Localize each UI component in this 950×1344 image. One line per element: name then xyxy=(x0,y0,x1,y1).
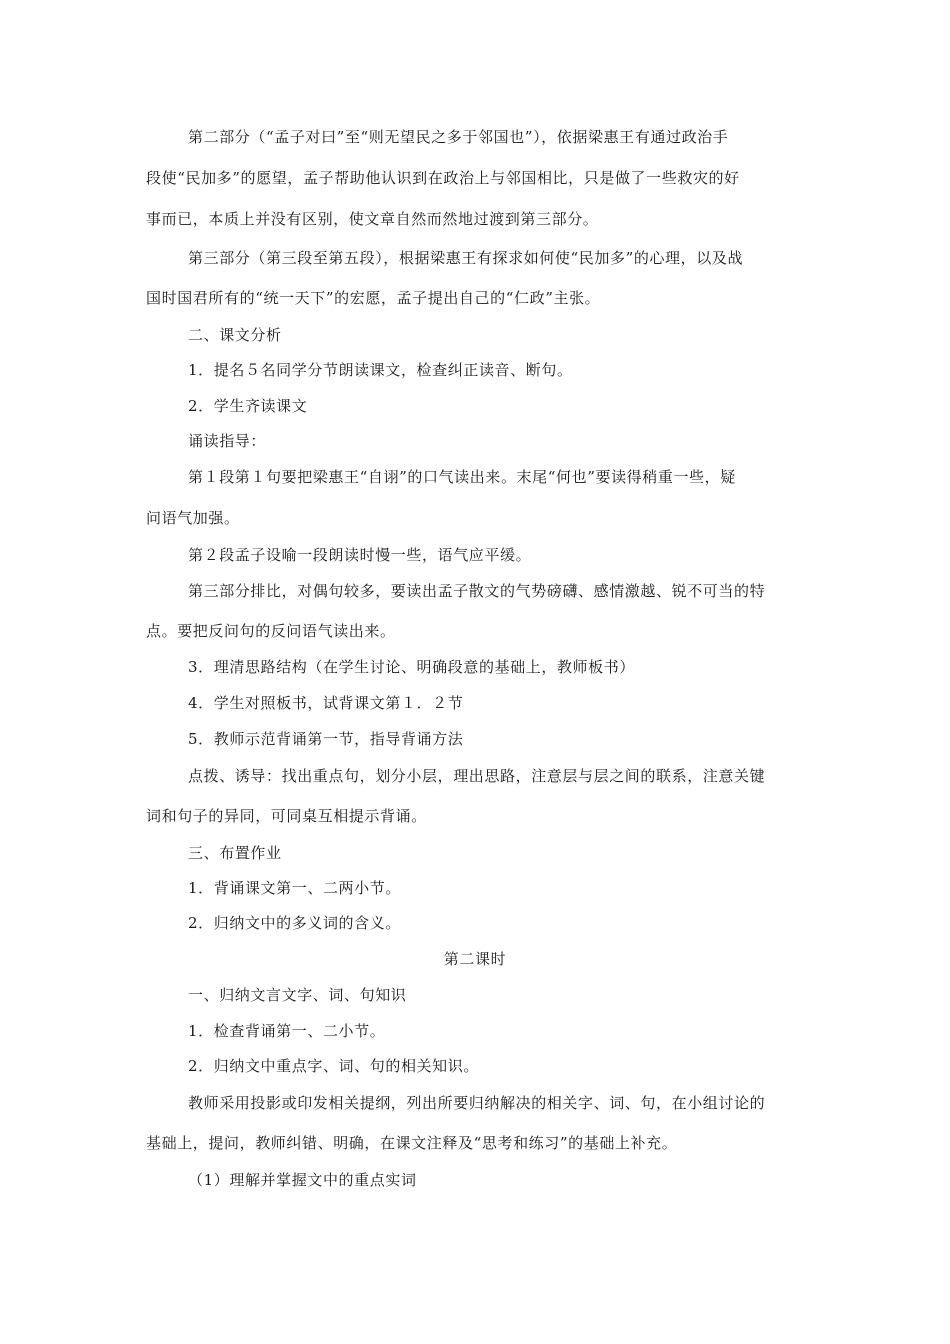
list-item: 2．归纳文中的多义词的含义。 xyxy=(188,914,401,932)
paragraph-line: 点拨、诱导：找出重点句，划分小层，理出思路，注意层与层之间的联系，注意关键 xyxy=(188,767,766,785)
paragraph-line: 段使“民加多”的愿望，孟子帮助他认识到在政治上与邻国相比，只是做了一些救灾的好 xyxy=(146,169,740,187)
section-heading: 一、归纳文言文字、词、句知识 xyxy=(188,986,407,1004)
paragraph-line: 第１段第１句要把梁惠王“自诩”的口气读出来。末尾“何也”要读得稍重一些，疑 xyxy=(188,468,736,486)
paragraph-line: 基础上，提问，教师纠错、明确，在课文注释及“思考和练习”的基础上补充。 xyxy=(146,1134,678,1152)
paragraph-line: 第二部分（“孟子对曰”至“则无望民之多于邻国也”），依据梁惠王有通过政治手 xyxy=(188,128,729,146)
list-item: 3．理清思路结构（在学生讨论、明确段意的基础上，教师板书） xyxy=(188,658,635,676)
paragraph-line: 国时国君所有的“统一天下”的宏愿，孟子提出自己的“仁政”主张。 xyxy=(146,289,601,307)
paragraph-line: 问语气加强。 xyxy=(146,509,240,527)
paragraph-line: 词和句子的异同，可同桌互相提示背诵。 xyxy=(146,807,427,825)
subheading: （1）理解并掌握文中的重点实词 xyxy=(188,1171,417,1189)
list-item: 2．学生齐读课文 xyxy=(188,397,308,415)
list-item: 4．学生对照板书，试背课文第１．２节 xyxy=(188,694,464,712)
list-item: 5．教师示范背诵第一节，指导背诵方法 xyxy=(188,730,464,748)
paragraph-line: 第２段孟子设喻一段朗读时慢一些，语气应平缓。 xyxy=(188,546,532,564)
paragraph-line: 第三部分（第三段至第五段），根据梁惠王有探求如何使“民加多”的心理，以及战 xyxy=(188,249,744,267)
list-item: 2．归纳文中重点字、词、句的相关知识。 xyxy=(188,1057,479,1075)
lesson-title: 第二课时 xyxy=(443,950,507,968)
list-item: 1．检查背诵第一、二小节。 xyxy=(188,1022,386,1040)
list-item: 1．提名５名同学分节朗读课文，检查纠正读音、断句。 xyxy=(188,361,573,379)
paragraph-line: 教师采用投影或印发相关提纲，列出所要归纳解决的相关字、词、句，在小组讨论的 xyxy=(188,1094,766,1112)
paragraph-line: 事而已，本质上并没有区别，使文章自然而然地过渡到第三部分。 xyxy=(146,210,599,228)
subheading: 诵读指导： xyxy=(188,432,267,450)
paragraph-line: 点。要把反问句的反问语气读出来。 xyxy=(146,622,396,640)
paragraph-line: 第三部分排比，对偶句较多，要读出孟子散文的气势磅礴、感情激越、锐不可当的特 xyxy=(188,582,766,600)
section-heading: 三、布置作业 xyxy=(188,844,282,862)
list-item: 1．背诵课文第一、二两小节。 xyxy=(188,879,401,897)
section-heading: 二、课文分析 xyxy=(188,326,282,344)
